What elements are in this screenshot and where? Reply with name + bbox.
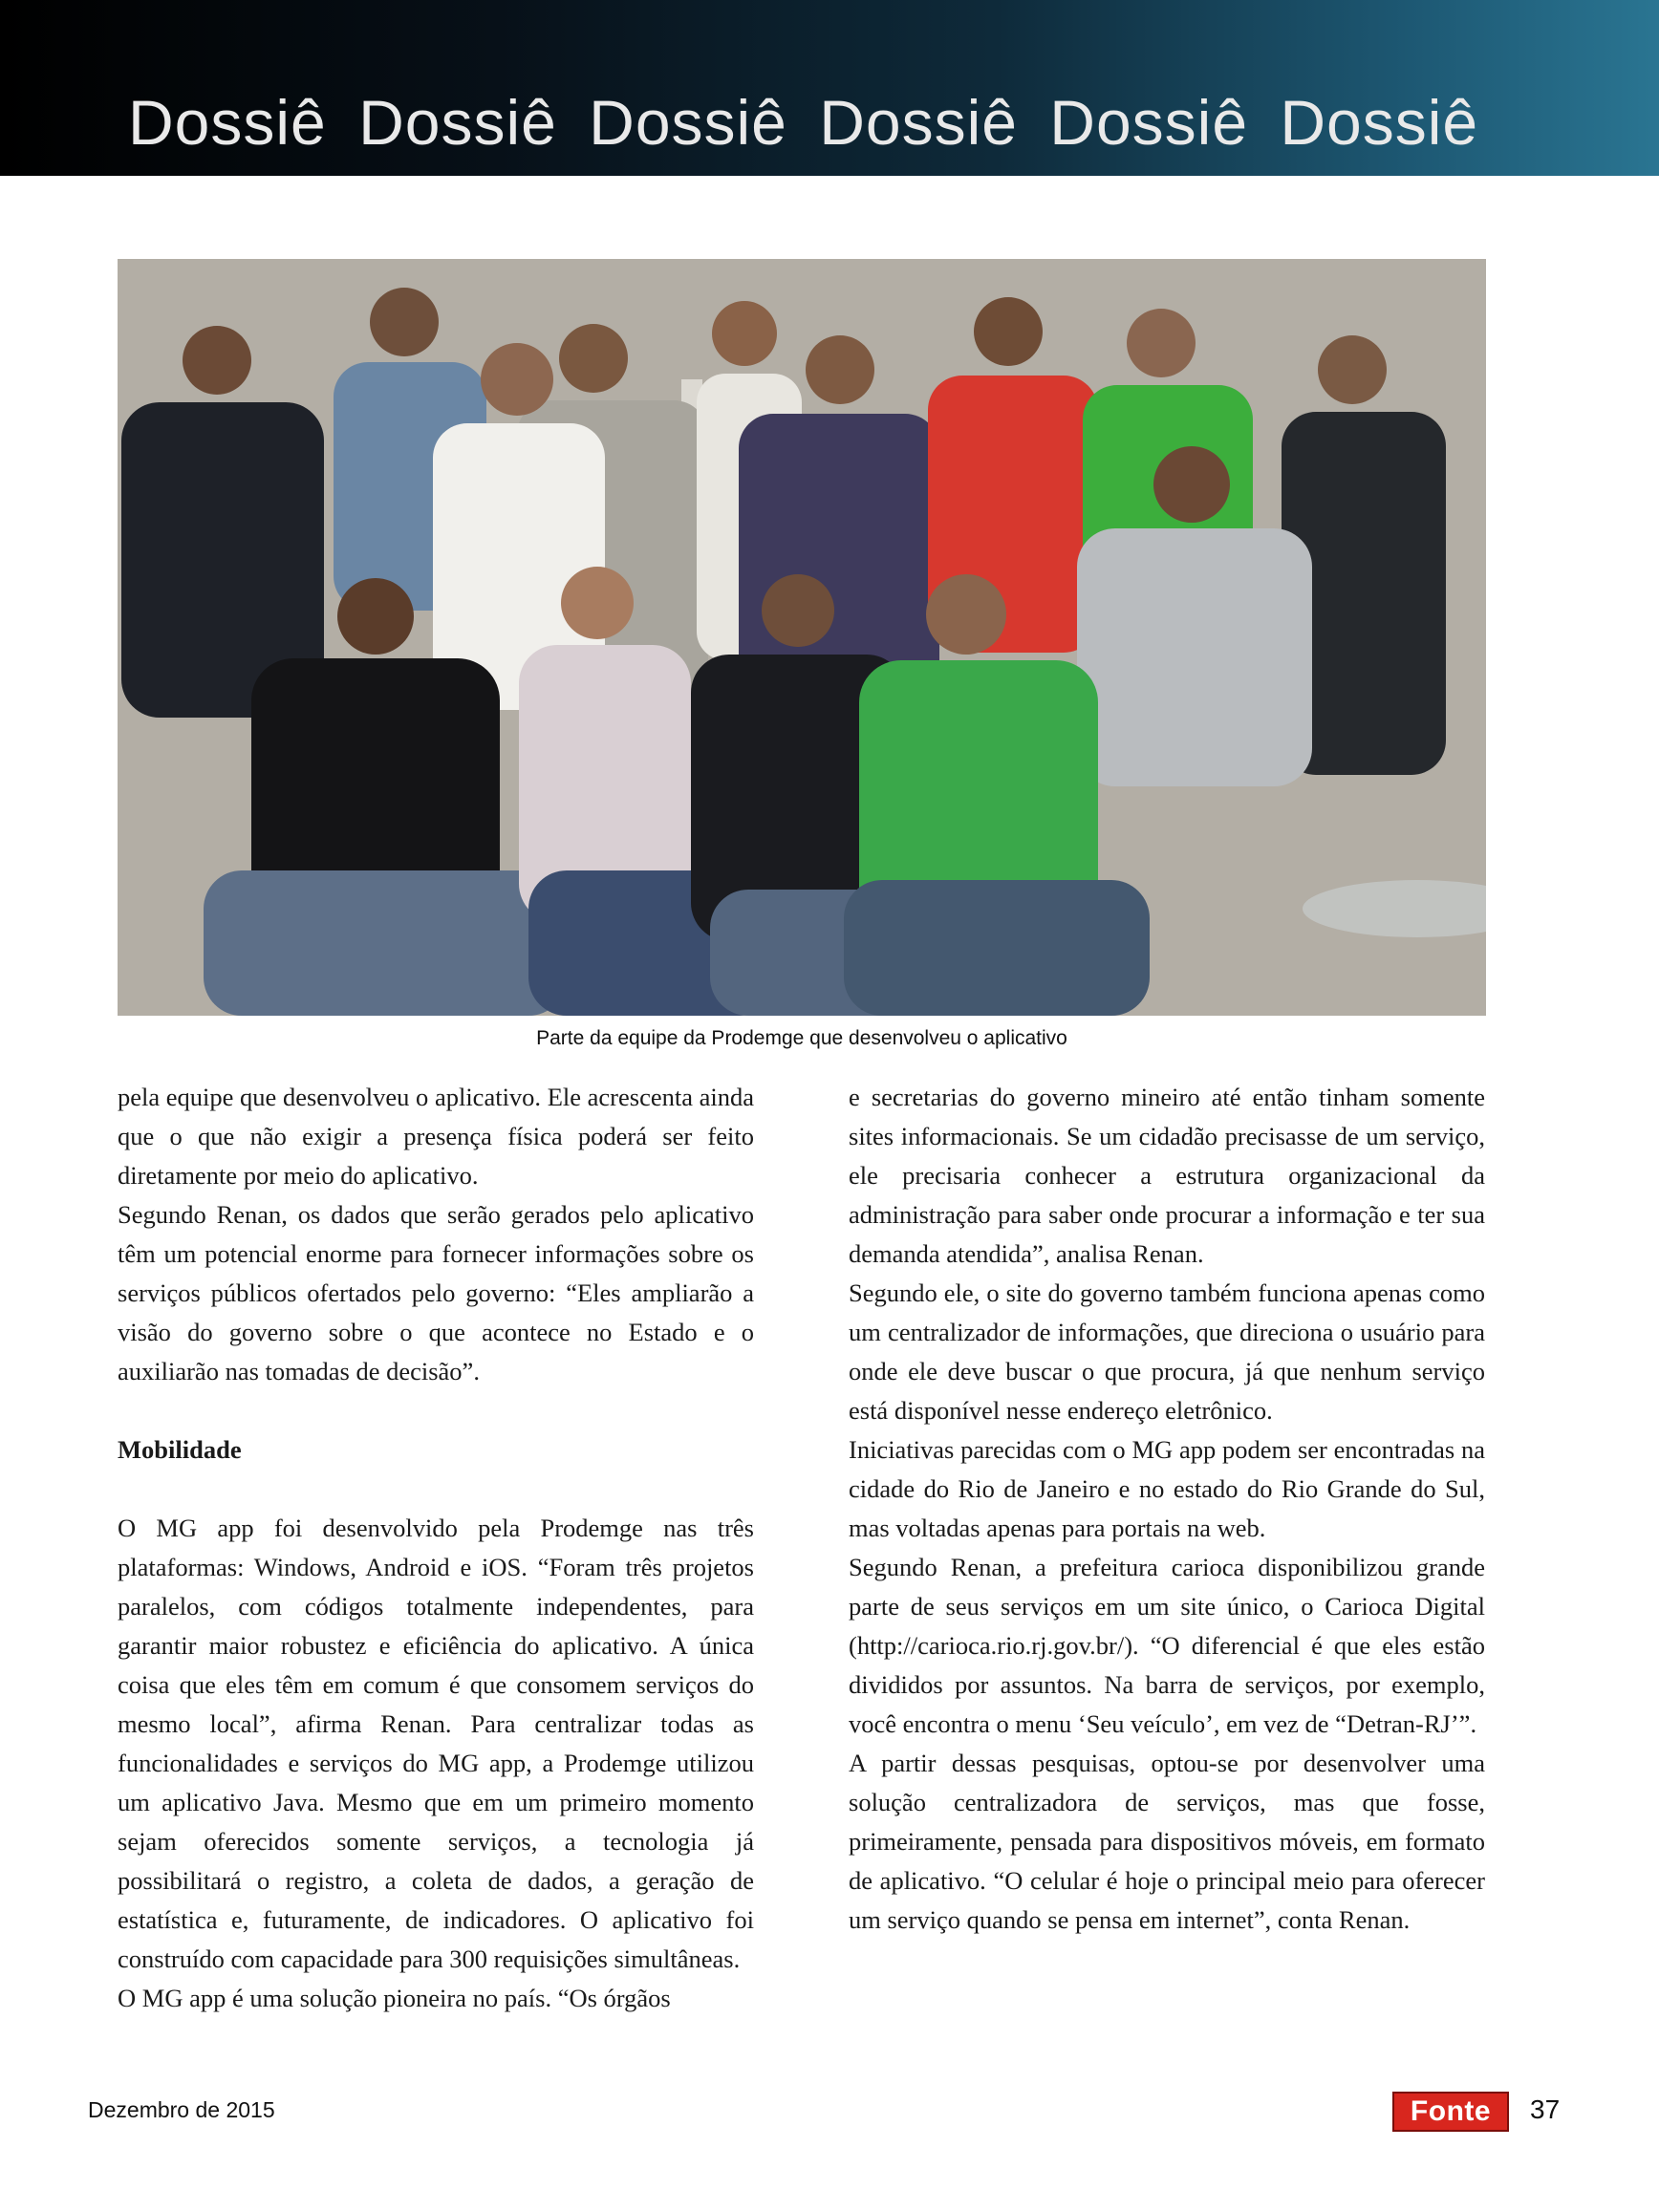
- paragraph: Iniciativas parecidas com o MG app podem ser encontradas na cidade do Rio de Janeiro e no estado do Rio Grande do Sul, mas voltadas apenas para portais na web.: [849, 1435, 1485, 1542]
- team-photo-illustration: [118, 259, 1486, 1016]
- paragraph: O MG app é uma solução pioneira no país. “Os órgãos: [118, 1984, 671, 2012]
- paragraph: Segundo ele, o site do governo também funciona apenas como um centralizador de informações, que direciona o usuário para onde ele deve buscar o que procura, já que nenhum serviço está disponível nesse endereço eletrônico.: [849, 1278, 1485, 1425]
- paragraph: Segundo Renan, a prefeitura carioca disponibilizou grande parte de seus serviços em um site único, o Carioca Digital (http://carioca.rio.rj.gov.br/). “O diferencial é que eles estão divididos por assuntos. Na barra de serviços, por exemplo, você encontra o menu ‘Seu veículo’, em vez de “Detran-RJ’”.: [849, 1553, 1485, 1738]
- paragraph: A partir dessas pesquisas, optou-se por desenvolver uma solução centralizadora de serviços, mas que fosse, primeiramente, pensada para dispositivos móveis, em formato de aplicativo. “O celular é hoje o principal meio para oferecer um serviço quando se pensa em internet”, conta Renan.: [849, 1749, 1485, 1934]
- section-heading: Mobilidade: [118, 1435, 242, 1464]
- team-photo: [118, 259, 1486, 1016]
- paragraph: Segundo Renan, os dados que serão gerados pelo aplicativo têm um potencial enorme para fornecer informações sobre os serviços públicos ofertados pelo governo: “Eles ampliarão a visão do governo sobre o que acontece no Estado e o auxiliarão nas tomadas de decisão”.: [118, 1200, 754, 1385]
- article-column-left: [118, 1078, 754, 2018]
- section-title: Dossiê Dossiê Dossiê Dossiê Dossiê Dossiê: [128, 87, 1479, 158]
- article-column-right: [849, 1078, 1485, 1940]
- photo-caption: Parte da equipe da Prodemge que desenvolveu o aplicativo: [536, 1027, 1067, 1049]
- header-band: [0, 0, 1659, 176]
- issue-date: Dezembro de 2015: [88, 2097, 275, 2122]
- paragraph: pela equipe que desenvolveu o aplicativo. Ele acrescenta ainda que o que não exigir a presença física poderá ser feito diretamente por meio do aplicativo.: [118, 1083, 754, 1190]
- page-number: 37: [1530, 2094, 1561, 2124]
- paragraph: e secretarias do governo mineiro até então tinham somente sites informacionais. Se um cidadão precisasse de um serviço, ele precisaria conhecer a estrutura organizacional da administração para saber onde procurar a informação e ter sua demanda atendida”, analisa Renan.: [849, 1083, 1485, 1268]
- paragraph: O MG app foi desenvolvido pela Prodemge nas três plataformas: Windows, Android e iOS. “Foram três projetos paralelos, com códigos totalmente independentes, para garantir maior robustez e eficiência do aplicativo. A única coisa que eles têm em comum é que consomem serviços do mesmo local”, afirma Renan. Para centralizar todas as funcionalidades e serviços do MG app, a Prodemge utilizou um aplicativo Java. Mesmo que em um primeiro momento sejam oferecidos somente serviços, a tecnologia já possibilitará o registro, a coleta de dados, a geração de estatística e, futuramente, de indicadores. O aplicativo foi construído com capacidade para 300 requisições simultâneas.: [118, 1514, 754, 1973]
- magazine-logo: Fonte: [1392, 2092, 1509, 2132]
